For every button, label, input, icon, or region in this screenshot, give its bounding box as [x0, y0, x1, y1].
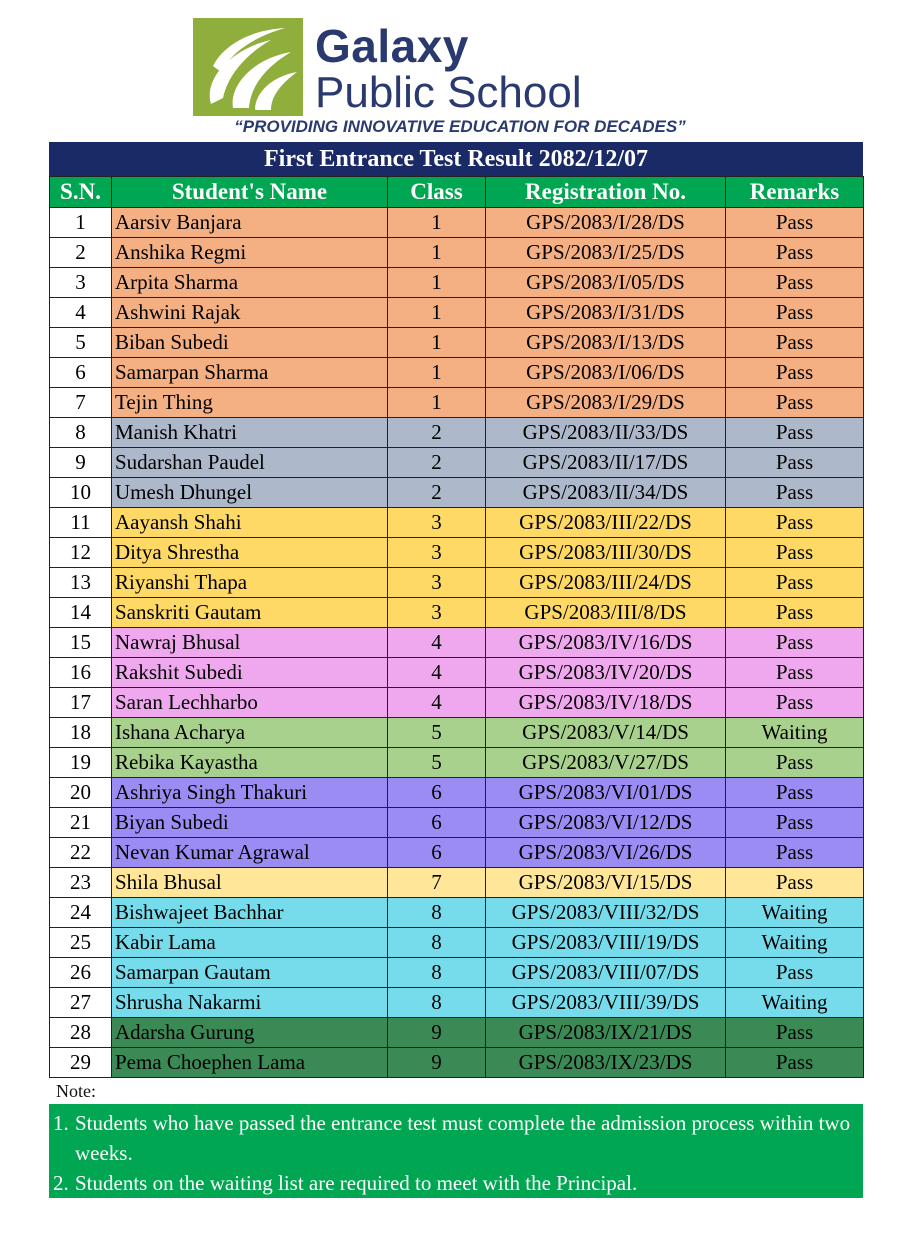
table-row: [50, 418, 864, 448]
column-header-name: Student's Name: [112, 177, 388, 208]
table-row: [50, 778, 864, 808]
cell-remarks: Pass: [726, 748, 864, 778]
column-header-class: Class: [388, 177, 486, 208]
cell-student-name: Tejin Thing: [112, 388, 388, 418]
cell-sn: 3: [50, 268, 112, 298]
cell-sn: 6: [50, 358, 112, 388]
table-header-row: [50, 177, 864, 208]
cell-student-name: Manish Khatri: [112, 418, 388, 448]
cell-student-name: Kabir Lama: [112, 928, 388, 958]
cell-registration-no: GPS/2083/IX/23/DS: [486, 1048, 726, 1078]
table-row: [50, 658, 864, 688]
note-text: Students who have passed the entrance test must complete the admission process within two weeks.: [75, 1111, 851, 1165]
table-row: [50, 268, 864, 298]
table-row: [50, 958, 864, 988]
cell-registration-no: GPS/2083/II/33/DS: [486, 418, 726, 448]
cell-class: 1: [388, 328, 486, 358]
cell-sn: 12: [50, 538, 112, 568]
result-title: First Entrance Test Result 2082/12/07: [49, 142, 863, 176]
cell-remarks: Pass: [726, 778, 864, 808]
cell-class: 1: [388, 298, 486, 328]
cell-sn: 15: [50, 628, 112, 658]
cell-registration-no: GPS/2083/VI/26/DS: [486, 838, 726, 868]
cell-student-name: Biban Subedi: [112, 328, 388, 358]
cell-class: 6: [388, 778, 486, 808]
cell-registration-no: GPS/2083/VI/01/DS: [486, 778, 726, 808]
cell-registration-no: GPS/2083/II/17/DS: [486, 448, 726, 478]
table-row: [50, 388, 864, 418]
table-row: [50, 838, 864, 868]
cell-sn: 23: [50, 868, 112, 898]
cell-student-name: Arpita Sharma: [112, 268, 388, 298]
cell-remarks: Pass: [726, 568, 864, 598]
cell-registration-no: GPS/2083/V/27/DS: [486, 748, 726, 778]
cell-registration-no: GPS/2083/III/22/DS: [486, 508, 726, 538]
cell-sn: 26: [50, 958, 112, 988]
cell-registration-no: GPS/2083/IV/16/DS: [486, 628, 726, 658]
cell-registration-no: GPS/2083/III/24/DS: [486, 568, 726, 598]
cell-remarks: Pass: [726, 448, 864, 478]
table-row: [50, 328, 864, 358]
cell-class: 8: [388, 898, 486, 928]
cell-remarks: Pass: [726, 208, 864, 238]
cell-remarks: Pass: [726, 1048, 864, 1078]
cell-sn: 11: [50, 508, 112, 538]
cell-remarks: Pass: [726, 868, 864, 898]
cell-remarks: Pass: [726, 238, 864, 268]
cell-registration-no: GPS/2083/VIII/39/DS: [486, 988, 726, 1018]
cell-student-name: Aarsiv Banjara: [112, 208, 388, 238]
result-table-container: [49, 142, 863, 1078]
cell-registration-no: GPS/2083/IV/18/DS: [486, 688, 726, 718]
cell-student-name: Nevan Kumar Agrawal: [112, 838, 388, 868]
cell-sn: 28: [50, 1018, 112, 1048]
cell-class: 4: [388, 658, 486, 688]
cell-student-name: Ashwini Rajak: [112, 298, 388, 328]
cell-class: 4: [388, 688, 486, 718]
cell-registration-no: GPS/2083/I/29/DS: [486, 388, 726, 418]
cell-class: 8: [388, 988, 486, 1018]
cell-class: 3: [388, 598, 486, 628]
table-row: [50, 1048, 864, 1078]
table-row: [50, 508, 864, 538]
cell-remarks: Pass: [726, 388, 864, 418]
cell-student-name: Rebika Kayastha: [112, 748, 388, 778]
cell-sn: 10: [50, 478, 112, 508]
notes-box: [49, 1104, 863, 1198]
note-number: 2.: [53, 1171, 69, 1195]
cell-student-name: Samarpan Sharma: [112, 358, 388, 388]
table-row: [50, 748, 864, 778]
note-item: [53, 1108, 857, 1168]
cell-registration-no: GPS/2083/I/31/DS: [486, 298, 726, 328]
table-row: [50, 238, 864, 268]
cell-student-name: Adarsha Gurung: [112, 1018, 388, 1048]
cell-class: 8: [388, 958, 486, 988]
column-header-sn: S.N.: [50, 177, 112, 208]
cell-sn: 14: [50, 598, 112, 628]
note-text: Students on the waiting list are required to meet with the Principal.: [75, 1171, 638, 1195]
cell-class: 2: [388, 418, 486, 448]
cell-student-name: Anshika Regmi: [112, 238, 388, 268]
table-row: [50, 448, 864, 478]
cell-remarks: Pass: [726, 598, 864, 628]
cell-class: 9: [388, 1048, 486, 1078]
table-row: [50, 688, 864, 718]
column-header-registration: Registration No.: [486, 177, 726, 208]
cell-student-name: Aayansh Shahi: [112, 508, 388, 538]
cell-remarks: Waiting: [726, 988, 864, 1018]
table-row: [50, 598, 864, 628]
cell-remarks: Pass: [726, 508, 864, 538]
cell-class: 1: [388, 208, 486, 238]
cell-remarks: Pass: [726, 688, 864, 718]
cell-sn: 19: [50, 748, 112, 778]
school-name-line2: Public School: [315, 68, 582, 117]
cell-registration-no: GPS/2083/VIII/07/DS: [486, 958, 726, 988]
cell-remarks: Pass: [726, 838, 864, 868]
cell-student-name: Nawraj Bhusal: [112, 628, 388, 658]
school-tagline: “PROVIDING INNOVATIVE EDUCATION FOR DECADES”: [234, 117, 686, 136]
cell-student-name: Ashriya Singh Thakuri: [112, 778, 388, 808]
cell-remarks: Pass: [726, 658, 864, 688]
cell-student-name: Samarpan Gautam: [112, 958, 388, 988]
table-row: [50, 358, 864, 388]
cell-sn: 5: [50, 328, 112, 358]
cell-registration-no: GPS/2083/I/28/DS: [486, 208, 726, 238]
cell-registration-no: GPS/2083/I/25/DS: [486, 238, 726, 268]
note-item: [53, 1168, 857, 1198]
cell-sn: 1: [50, 208, 112, 238]
cell-student-name: Riyanshi Thapa: [112, 568, 388, 598]
note-label: Note:: [56, 1081, 96, 1101]
cell-student-name: Sudarshan Paudel: [112, 448, 388, 478]
table-row: [50, 808, 864, 838]
cell-class: 4: [388, 628, 486, 658]
cell-registration-no: GPS/2083/VIII/19/DS: [486, 928, 726, 958]
cell-remarks: Waiting: [726, 718, 864, 748]
cell-class: 2: [388, 478, 486, 508]
cell-registration-no: GPS/2083/VIII/32/DS: [486, 898, 726, 928]
cell-registration-no: GPS/2083/III/8/DS: [486, 598, 726, 628]
cell-sn: 27: [50, 988, 112, 1018]
cell-remarks: Pass: [726, 628, 864, 658]
cell-sn: 7: [50, 388, 112, 418]
cell-remarks: Pass: [726, 298, 864, 328]
cell-sn: 8: [50, 418, 112, 448]
school-name-line1: Galaxy: [315, 20, 469, 72]
cell-class: 6: [388, 808, 486, 838]
cell-remarks: Pass: [726, 538, 864, 568]
cell-remarks: Pass: [726, 958, 864, 988]
result-table-body: [50, 208, 864, 1078]
cell-class: 8: [388, 928, 486, 958]
table-row: [50, 298, 864, 328]
cell-registration-no: GPS/2083/I/13/DS: [486, 328, 726, 358]
school-logo: [193, 18, 653, 118]
table-row: [50, 898, 864, 928]
cell-student-name: Rakshit Subedi: [112, 658, 388, 688]
cell-sn: 24: [50, 898, 112, 928]
cell-student-name: Sanskriti Gautam: [112, 598, 388, 628]
column-header-remarks: Remarks: [726, 177, 864, 208]
cell-sn: 18: [50, 718, 112, 748]
cell-class: 1: [388, 388, 486, 418]
cell-registration-no: GPS/2083/III/30/DS: [486, 538, 726, 568]
cell-student-name: Biyan Subedi: [112, 808, 388, 838]
cell-sn: 25: [50, 928, 112, 958]
table-row: [50, 868, 864, 898]
cell-registration-no: GPS/2083/I/06/DS: [486, 358, 726, 388]
cell-sn: 22: [50, 838, 112, 868]
cell-remarks: Pass: [726, 418, 864, 448]
cell-class: 5: [388, 748, 486, 778]
cell-student-name: Pema Choephen Lama: [112, 1048, 388, 1078]
cell-class: 3: [388, 568, 486, 598]
cell-registration-no: GPS/2083/I/05/DS: [486, 268, 726, 298]
cell-registration-no: GPS/2083/IV/20/DS: [486, 658, 726, 688]
table-row: [50, 1018, 864, 1048]
table-row: [50, 538, 864, 568]
galaxy-swirl-logo-icon: [193, 18, 303, 116]
table-row: [50, 208, 864, 238]
cell-student-name: Umesh Dhungel: [112, 478, 388, 508]
cell-class: 3: [388, 508, 486, 538]
cell-sn: 13: [50, 568, 112, 598]
cell-class: 1: [388, 358, 486, 388]
table-row: [50, 568, 864, 598]
cell-class: 7: [388, 868, 486, 898]
cell-registration-no: GPS/2083/IX/21/DS: [486, 1018, 726, 1048]
cell-registration-no: GPS/2083/V/14/DS: [486, 718, 726, 748]
cell-student-name: Ditya Shrestha: [112, 538, 388, 568]
cell-class: 9: [388, 1018, 486, 1048]
cell-student-name: Shrusha Nakarmi: [112, 988, 388, 1018]
cell-remarks: Pass: [726, 328, 864, 358]
cell-sn: 9: [50, 448, 112, 478]
cell-sn: 17: [50, 688, 112, 718]
cell-student-name: Ishana Acharya: [112, 718, 388, 748]
table-row: [50, 718, 864, 748]
cell-remarks: Pass: [726, 358, 864, 388]
note-number: 1.: [53, 1111, 69, 1135]
cell-student-name: Saran Lechharbo: [112, 688, 388, 718]
cell-class: 2: [388, 448, 486, 478]
table-row: [50, 478, 864, 508]
cell-remarks: Pass: [726, 1018, 864, 1048]
cell-registration-no: GPS/2083/VI/15/DS: [486, 868, 726, 898]
cell-class: 1: [388, 238, 486, 268]
table-row: [50, 628, 864, 658]
cell-sn: 4: [50, 298, 112, 328]
cell-remarks: Pass: [726, 268, 864, 298]
cell-student-name: Shila Bhusal: [112, 868, 388, 898]
cell-sn: 16: [50, 658, 112, 688]
cell-registration-no: GPS/2083/VI/12/DS: [486, 808, 726, 838]
cell-remarks: Pass: [726, 478, 864, 508]
result-table: [49, 176, 864, 1078]
cell-class: 5: [388, 718, 486, 748]
cell-sn: 29: [50, 1048, 112, 1078]
cell-registration-no: GPS/2083/II/34/DS: [486, 478, 726, 508]
cell-remarks: Waiting: [726, 898, 864, 928]
cell-sn: 2: [50, 238, 112, 268]
table-row: [50, 988, 864, 1018]
cell-class: 6: [388, 838, 486, 868]
cell-student-name: Bishwajeet Bachhar: [112, 898, 388, 928]
cell-class: 3: [388, 538, 486, 568]
cell-remarks: Pass: [726, 808, 864, 838]
table-row: [50, 928, 864, 958]
cell-class: 1: [388, 268, 486, 298]
cell-sn: 21: [50, 808, 112, 838]
cell-sn: 20: [50, 778, 112, 808]
cell-remarks: Waiting: [726, 928, 864, 958]
